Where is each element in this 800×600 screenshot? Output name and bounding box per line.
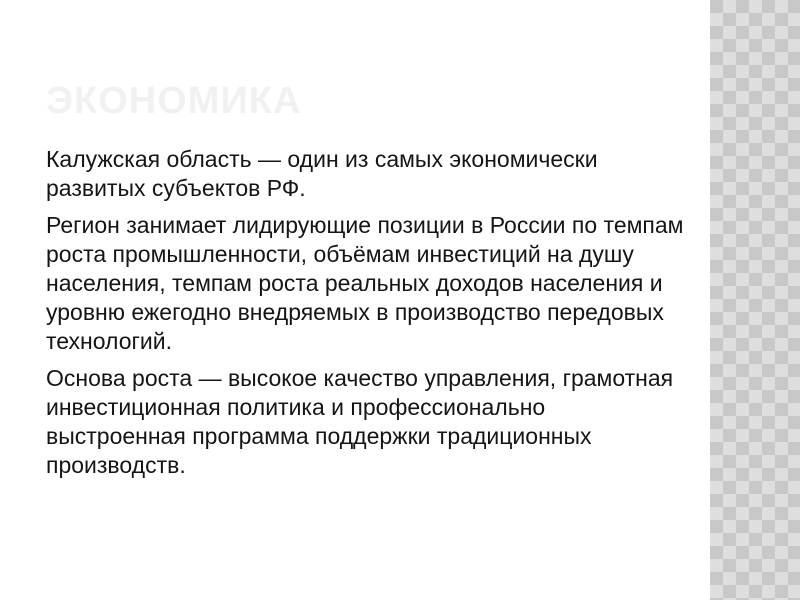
decorative-pattern-panel	[710, 0, 800, 600]
slide-title: ЭКОНОМИКА	[46, 80, 302, 122]
paragraph-3: Основа роста — высокое качество управления, грамотная инвестиционная политика и профессионально выстроенная программа поддержки традиционных производств.	[46, 365, 674, 478]
paragraph-2: Регион занимает лидирующие позиции в России по темпам роста промышленности, объёмам инвестиций на душу населения, темпам роста реальных доходов населения и уровню ежегодно внедряемых в производство передовых технологий.	[46, 212, 684, 354]
slide-body	[46, 145, 686, 488]
paragraph-1: Калужская область — один из самых экономически развитых субъектов РФ.	[46, 146, 598, 201]
